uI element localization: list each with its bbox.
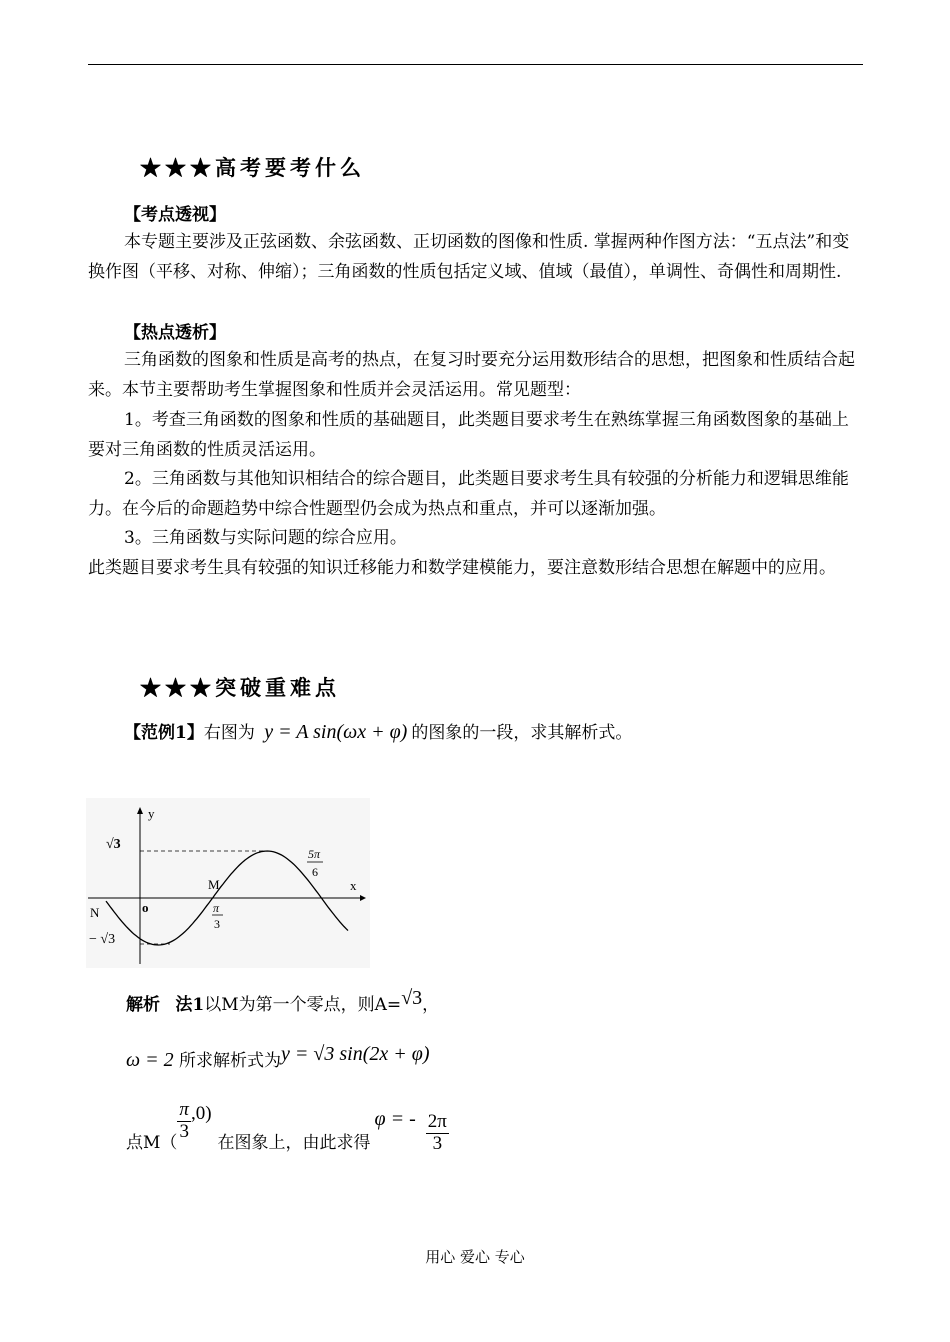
phi-fraction-num: 2π	[427, 1111, 447, 1132]
example-label: 【范例1】	[124, 723, 204, 743]
point-m-label: M	[208, 877, 220, 892]
example-post: 的图象的一段，求其解析式。	[411, 723, 633, 743]
solution-line1-end: ，	[422, 995, 440, 1015]
origin-label: o	[142, 900, 149, 915]
y-axis-label: y	[148, 806, 155, 821]
tick-5pi6-den: 6	[312, 865, 318, 879]
point-m-fraction-num: π	[179, 1099, 189, 1120]
list-item-3: 3。三角函数与实际问题的综合应用。	[124, 528, 407, 548]
list-item-2: 2。三角函数与其他知识相结合的综合题目，此类题目要求考生具有较强的分析能力和逻辑思维能力。在今后的命题趋势中综合性题型仍会成为热点和重点，并可以逐渐加强。	[88, 469, 849, 519]
solution-line1-text: 以M为第一个零点，则A=	[204, 995, 402, 1015]
solution-formula: y = √3 sin(2x + φ)	[281, 1043, 430, 1065]
header-rule	[88, 64, 863, 65]
page-footer: 用心 爱心 专心	[425, 1248, 525, 1266]
solution-line-3	[126, 1100, 449, 1157]
point-n-label: N	[90, 905, 100, 920]
point-m-fraction	[177, 1100, 191, 1143]
tick-pi3-den: 3	[214, 917, 220, 931]
sqrt3-label: √3	[106, 837, 121, 852]
method-label: 法1	[175, 995, 205, 1015]
list-item-1: 1。考查三角函数的图象和性质的基础题目，此类题目要求考生在熟练掌握三角函数图象的基础上要对三角函数的性质灵活运用。	[88, 410, 849, 460]
phi-label: φ = -	[374, 1107, 416, 1130]
point-m-fraction-den: 3	[179, 1120, 189, 1142]
solution-line3-pre: 点M（	[126, 1132, 178, 1153]
section-intro-hot-points: 三角函数的图象和性质是高考的热点，在复习时要充分运用数形结合的思想，把图象和性质结合起来。本节主要帮助考生掌握图象和性质并会灵活运用。常见题型：	[88, 350, 855, 400]
closing-paragraph: 此类题目要求考生具有较强的知识迁移能力和数学建模能力，要注意数形结合思想在解题中的应用。	[88, 558, 836, 578]
solution-line-1	[126, 987, 440, 1016]
solution-line2-text: 所求解析式为	[179, 1051, 282, 1071]
section-title-exam-points: 【考点透视】	[124, 205, 226, 225]
neg-sqrt3-label: − √3	[89, 932, 116, 947]
phi-fraction	[426, 1112, 449, 1155]
example-pre: 右图为	[203, 723, 255, 743]
solution-line3-mid: 在图象上，由此求得	[217, 1132, 371, 1153]
heading-what-to-test: ★★★高考要考什么	[140, 155, 365, 180]
solution-amplitude: √3	[401, 987, 423, 1009]
solution-label: 解析	[126, 995, 160, 1015]
point-m-end: ,0)	[190, 1102, 212, 1124]
tick-5pi6-num: 5π	[308, 847, 321, 861]
sine-graph	[86, 798, 370, 968]
heading-breakthrough: ★★★突破重难点	[140, 675, 340, 700]
section-text-exam-points: 本专题主要涉及正弦函数、余弦函数、正切函数的图像和性质. 掌握两种作图方法：“五点法”和变换作图（平移、对称、伸缩）；三角函数的性质包括定义域、值域（最值），单调性、奇偶性和周期性.	[88, 232, 850, 282]
tick-pi3-num: π	[213, 901, 220, 915]
omega-value: ω = 2	[126, 1049, 174, 1071]
example-1-statement	[124, 718, 632, 744]
x-axis-label: x	[350, 878, 357, 893]
example-formula: y = A sin(ωx + φ)	[264, 721, 408, 743]
phi-fraction-den: 3	[432, 1132, 443, 1154]
solution-line-2	[126, 1043, 430, 1072]
graph-background	[86, 798, 370, 968]
section-title-hot-points: 【热点透析】	[124, 323, 226, 343]
